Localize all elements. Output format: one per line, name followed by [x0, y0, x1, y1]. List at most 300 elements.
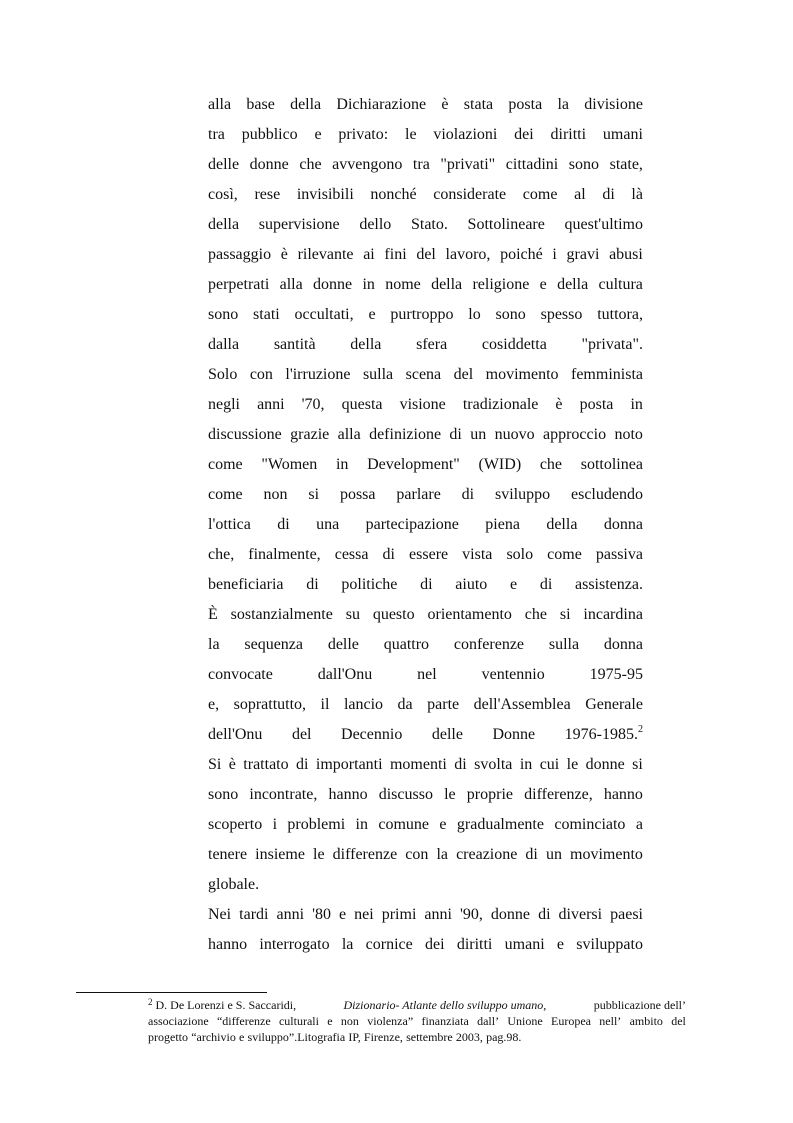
word: "Women [261, 456, 318, 473]
word: della [557, 276, 589, 293]
word: beneficiaria [208, 576, 284, 593]
word: di [539, 576, 553, 593]
word: e [509, 576, 518, 593]
word: un [470, 426, 487, 443]
word: state, [609, 156, 643, 173]
word: trattato [243, 756, 289, 773]
text-line [208, 240, 643, 270]
word: si [559, 606, 571, 623]
word: umani [602, 126, 643, 143]
footnote-line [148, 1029, 686, 1045]
word: la [341, 936, 354, 953]
footnote-reference[interactable]: 2 [637, 724, 643, 735]
word: si [308, 486, 320, 503]
word: hanno [328, 786, 368, 803]
word: grazie [290, 426, 330, 443]
word: è [228, 756, 236, 773]
word: passiva [595, 546, 643, 563]
word: umani [504, 936, 545, 953]
word: sviluppato [576, 936, 643, 953]
word: occultati, [294, 306, 354, 323]
word: dall’ [477, 1014, 500, 1028]
word: Europea [551, 1014, 591, 1028]
word: la [436, 846, 448, 863]
word: dei [425, 936, 445, 953]
word: sottolinea [580, 456, 643, 473]
word: 1976-1985.$^2$ [564, 724, 643, 743]
word: perpetrati [208, 276, 270, 293]
text-line [208, 210, 643, 240]
word: una [316, 516, 340, 533]
word: escludendo [571, 486, 643, 503]
word: che [299, 156, 322, 173]
text-line [208, 270, 643, 300]
text-line [208, 360, 643, 390]
word: le [313, 846, 325, 863]
footnote-publication: pubblicazione dell’ [593, 998, 686, 1012]
word: conferenze [453, 636, 525, 653]
word: (WID) [478, 456, 522, 473]
footnote-line [148, 997, 686, 1013]
word: così, [208, 186, 238, 203]
word: con [249, 366, 273, 383]
word: parte [427, 696, 460, 713]
word: le [566, 756, 579, 773]
word: sono [208, 306, 239, 323]
word: movimento [570, 846, 643, 863]
word: nei [354, 906, 374, 923]
word: partecipazione [365, 516, 459, 533]
word: Dichiarazione [336, 96, 427, 113]
word: “archivio [191, 1030, 236, 1044]
word: è [555, 396, 563, 413]
word: nonché [370, 186, 417, 203]
word: dell'Assemblea [473, 696, 571, 713]
word: cui [539, 756, 560, 773]
word: che [539, 456, 563, 473]
word: 2003, [455, 1030, 483, 1044]
text-line [208, 720, 643, 750]
word: dei [514, 126, 534, 143]
word: sviluppo”.Litografia [247, 1030, 346, 1044]
word: violenza” [367, 1014, 414, 1028]
word: e, [208, 696, 220, 713]
word: sostanzialmente [230, 606, 333, 623]
word: nell’ [599, 1014, 622, 1028]
word: di [525, 846, 538, 863]
word: del [416, 246, 436, 263]
word: Unione [507, 1014, 543, 1028]
word: tardi [239, 906, 269, 923]
word: quattro [383, 636, 430, 653]
word: alla [279, 276, 303, 293]
word: tra [208, 126, 225, 143]
word: sono [495, 306, 526, 323]
word: fini [384, 246, 407, 263]
word: Sottolineare [467, 216, 545, 233]
word: pag.98. [486, 1030, 522, 1044]
word: il [320, 696, 330, 713]
word: possa [339, 486, 376, 503]
word: cornice [365, 936, 413, 953]
word: discussione [208, 426, 282, 443]
word: donne [585, 756, 625, 773]
word: di [449, 426, 462, 443]
word: scena [405, 366, 442, 383]
word: delle [208, 156, 240, 173]
word: della [350, 336, 382, 353]
word: non [263, 486, 288, 503]
word: che, [208, 546, 235, 563]
word: donna [603, 636, 643, 653]
word: un [545, 846, 562, 863]
word: progetto [148, 1030, 188, 1044]
footnote-separator [76, 992, 267, 993]
word: '70, [301, 396, 325, 413]
word: incontrate, [249, 786, 318, 803]
word: scoperto [208, 816, 263, 833]
text-line [208, 300, 643, 330]
word: le [405, 126, 417, 143]
word: e [339, 906, 347, 923]
word: negli [208, 396, 240, 413]
word: dalla [208, 336, 240, 353]
word: violazioni [433, 126, 498, 143]
word: di [277, 516, 290, 533]
footnote-book-title: Dizionario- Atlante dello sviluppo umano, [343, 998, 547, 1012]
text-line [208, 540, 643, 570]
word: e [556, 936, 565, 953]
word: di [461, 486, 475, 503]
word: È [208, 606, 218, 623]
word: di [602, 186, 615, 203]
word: cosiddetta [481, 336, 547, 353]
word: tradizionale [462, 396, 539, 413]
word: del [671, 1014, 686, 1028]
word: interrogato [259, 936, 330, 953]
footnote-line [148, 1013, 686, 1029]
word: del [291, 726, 312, 743]
word: orientamento [427, 606, 512, 623]
word: questa [341, 396, 383, 413]
word: i [552, 246, 557, 263]
text-line [208, 690, 643, 720]
word: di [420, 576, 433, 593]
word: l'ottica [208, 516, 251, 533]
word: come [208, 486, 243, 503]
word: abusi [609, 246, 643, 263]
word: Nei [208, 906, 232, 923]
word: associazione [148, 1014, 209, 1028]
word: anni [257, 396, 285, 413]
word: diversi [558, 906, 603, 923]
word: come [208, 456, 243, 473]
word: Development" [367, 456, 460, 473]
word: divisione [584, 96, 643, 113]
word: e [368, 306, 376, 323]
word: come [547, 546, 582, 563]
word: finanziata [421, 1014, 469, 1028]
word: definizione [369, 426, 442, 443]
word: solo [506, 546, 534, 563]
word: donne [249, 156, 289, 173]
word: da [397, 696, 413, 713]
text-line [208, 900, 643, 930]
text-line [208, 150, 643, 180]
word: della [546, 516, 578, 533]
word: proprie [466, 786, 513, 803]
word: alla [337, 426, 361, 443]
word: e [539, 276, 547, 293]
word: '90, [460, 906, 483, 923]
word: privato: [338, 126, 389, 143]
word: donne [490, 906, 531, 923]
word: di [454, 756, 467, 773]
word: sulla [362, 366, 394, 383]
word: dell'Onu [208, 726, 263, 743]
word: questo [372, 606, 415, 623]
word: donna [603, 516, 643, 533]
word: della [208, 216, 240, 233]
word: assistenza. [574, 576, 643, 593]
word: i [272, 816, 278, 833]
word: soprattutto, [233, 696, 307, 713]
word: diritti [456, 936, 493, 953]
text-line [208, 780, 643, 810]
word: è [280, 246, 288, 263]
word: differenze, [524, 786, 593, 803]
word: "privata". [581, 336, 643, 353]
word: hanno [603, 786, 643, 803]
word: insieme [255, 846, 305, 863]
footnote-authors: D. De Lorenzi e S. Saccaridi, [155, 998, 297, 1012]
word: cittadini [505, 156, 559, 173]
word: svolta [474, 756, 513, 773]
word: della [290, 96, 322, 113]
text-line [208, 840, 643, 870]
word: in [362, 276, 375, 293]
word: hanno [208, 936, 248, 953]
word: tenere [208, 846, 248, 863]
word: ambito [629, 1014, 663, 1028]
word: a [635, 816, 643, 833]
word: cessa [334, 546, 369, 563]
word: Stato. [410, 216, 448, 233]
word: religione [472, 276, 530, 293]
word: importanti [315, 756, 383, 773]
text-line [208, 570, 643, 600]
word: tra [412, 156, 430, 173]
word: la [208, 636, 220, 653]
word: ai [363, 246, 375, 263]
word: poiché [500, 246, 543, 263]
word: dello [359, 216, 392, 233]
word: Solo [208, 366, 238, 383]
word: tuttora, [597, 306, 643, 323]
word: su [345, 606, 360, 623]
word: invisibili [296, 186, 354, 203]
word: lancio [343, 696, 384, 713]
word: ventennio [481, 666, 545, 683]
word: sono [568, 156, 600, 173]
footnote [148, 997, 686, 1045]
word: femminista [571, 366, 643, 383]
word: culturali [278, 1014, 319, 1028]
word: "privati" [440, 156, 496, 173]
text-line [208, 870, 643, 900]
word: differenze [332, 846, 398, 863]
word: considerate [433, 186, 507, 203]
text-line [208, 810, 643, 840]
word: discusso [378, 786, 433, 803]
word: nome [385, 276, 421, 293]
word: base [246, 96, 275, 113]
word: non [340, 1014, 359, 1028]
word: quest'ultimo [564, 216, 643, 233]
word: di [306, 576, 319, 593]
word: in [355, 816, 368, 833]
text-line [208, 750, 643, 780]
word: '80 [312, 906, 331, 923]
word: sulla [548, 636, 580, 653]
text-line [208, 510, 643, 540]
word: anni [424, 906, 452, 923]
word: stata [463, 96, 494, 113]
word: politiche [341, 576, 398, 593]
text-line [208, 930, 643, 960]
word: che [524, 606, 547, 623]
word: posta [579, 396, 614, 413]
word: IP, [348, 1030, 361, 1044]
word: nel [417, 666, 437, 683]
word: purtroppo [390, 306, 454, 323]
text-line [208, 390, 643, 420]
word: comune [378, 816, 430, 833]
word: cominciato [554, 816, 626, 833]
word: diritti [550, 126, 587, 143]
word: di [382, 546, 395, 563]
word: e [327, 1014, 333, 1028]
word: sequenza [244, 636, 303, 653]
text-line [208, 480, 643, 510]
word: come [522, 186, 558, 203]
word: cultura [598, 276, 643, 293]
text-line [208, 660, 643, 690]
word: là [631, 186, 643, 203]
word: in [630, 396, 643, 413]
word: lo [468, 306, 481, 323]
word: e [314, 126, 322, 143]
word: piena [485, 516, 520, 533]
word: sfera [416, 336, 448, 353]
text-line [208, 120, 643, 150]
word: creazione [456, 846, 518, 863]
word: primi [381, 906, 417, 923]
word: del [453, 366, 474, 383]
word: vista [462, 546, 493, 563]
word: è [441, 96, 449, 113]
text-line [208, 600, 643, 630]
word: nuovo [494, 426, 535, 443]
word: problemi [287, 816, 346, 833]
word: passaggio [208, 246, 272, 263]
word: anni [276, 906, 305, 923]
word: santità [273, 336, 316, 353]
word: in [519, 756, 533, 773]
word: rilevante [297, 246, 354, 263]
word: gradualmente [456, 816, 544, 833]
word: spesso [540, 306, 583, 323]
word: parlare [396, 486, 441, 503]
text-line [208, 330, 643, 360]
word: con [405, 846, 429, 863]
word: 1975-95 [589, 666, 643, 683]
word: le [444, 786, 456, 803]
word: movimento [485, 366, 559, 383]
word: in [335, 456, 349, 473]
word: della [431, 276, 463, 293]
footnote-number: 2 [148, 997, 153, 1007]
text-line [208, 90, 643, 120]
word: avvengono [332, 156, 403, 173]
text-line [208, 630, 643, 660]
body-text [208, 90, 643, 960]
word: delle [431, 726, 463, 743]
word: sono [208, 786, 239, 803]
word: Donne [492, 726, 536, 743]
word: incardina [583, 606, 643, 623]
word: approccio [543, 426, 607, 443]
text-line [208, 180, 643, 210]
word: e [439, 816, 447, 833]
word: convocate [208, 666, 273, 683]
word: posta [508, 96, 543, 113]
word: aiuto [455, 576, 488, 593]
text-line [208, 450, 643, 480]
word: finalmente, [248, 546, 321, 563]
word: settembre [406, 1030, 453, 1044]
word: Decennio [341, 726, 403, 743]
word: alla [208, 96, 232, 113]
word: momenti [389, 756, 447, 773]
word: gravi [566, 246, 600, 263]
word: sviluppo [495, 486, 551, 503]
word: lavoro, [445, 246, 491, 263]
word: visione [399, 396, 446, 413]
word: globale. [208, 876, 260, 893]
word: la [557, 96, 569, 113]
word: supervisione [258, 216, 340, 233]
word: noto [614, 426, 643, 443]
word: di [296, 756, 309, 773]
word: Generale [585, 696, 643, 713]
word: paesi [610, 906, 643, 923]
word: e [239, 1030, 245, 1044]
word: rese [254, 186, 281, 203]
word: l'irruzione [285, 366, 351, 383]
word: Si [208, 756, 222, 773]
word: “differenze [216, 1014, 271, 1028]
word: delle [327, 636, 359, 653]
word: pubblico [241, 126, 298, 143]
word: si [632, 756, 643, 773]
word: dall'Onu [317, 666, 373, 683]
word: stati [253, 306, 280, 323]
word: donne [313, 276, 353, 293]
text-line [208, 420, 643, 450]
word: di [538, 906, 551, 923]
word: Firenze, [363, 1030, 403, 1044]
